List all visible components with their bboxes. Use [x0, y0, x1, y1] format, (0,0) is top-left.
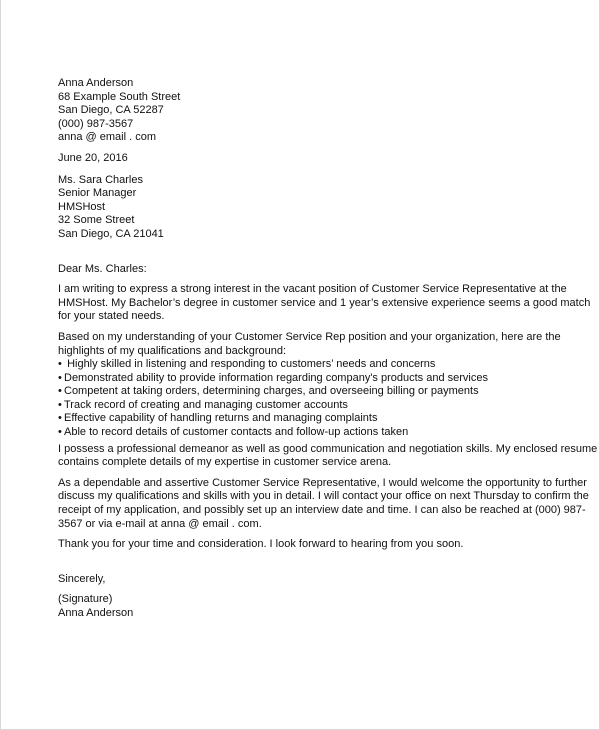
paragraph-highlights [58, 330, 561, 358]
signer-name: Anna Anderson [58, 607, 134, 619]
paragraph-line: As a dependable and assertive Customer Service Representative, I would welcome the opportunity to further [58, 476, 587, 489]
paragraph-line: Based on my understanding of your Customer Service Rep position and your organization, here are the [58, 330, 561, 343]
bullet-icon: • [58, 426, 62, 439]
list-item [58, 412, 542, 426]
paragraph-line: HMSHost. My Bachelor’s degree in customer service and 1 year’s extensive experience seems a good match [58, 296, 591, 309]
sender-city: San Diego, CA 52287 [58, 104, 164, 117]
sender-address [58, 77, 542, 145]
bullet-icon: • [58, 398, 62, 411]
recipient-city: San Diego, CA 21041 [58, 227, 164, 240]
list-item-text: Effective capability of handling returns and managing complaints [64, 412, 378, 425]
closing [58, 573, 542, 587]
list-item [58, 385, 542, 399]
list-item [58, 426, 542, 440]
paragraph-line: contains complete details of my expertise in customer service arena. [58, 456, 392, 469]
paragraph-line: for your stated needs. [58, 310, 165, 323]
list-item-text: Track record of creating and managing customer accounts [64, 398, 348, 411]
list-item-text: Highly skilled in listening and responding to customers’ needs and concerns [67, 358, 436, 371]
recipient-company: HMSHost [58, 200, 106, 213]
recipient-address [58, 174, 542, 242]
salutation-text: Dear Ms. Charles: [58, 262, 147, 275]
letter-date: June 20, 2016 [58, 151, 128, 164]
paragraph-line: highlights of my qualifications and background: [58, 344, 287, 357]
paragraph-followup [58, 476, 589, 531]
recipient-street: 32 Some Street [58, 214, 135, 227]
letter-date-block [58, 152, 542, 166]
sender-street: 68 Example South Street [58, 90, 181, 103]
bullet-icon: • [58, 358, 62, 371]
paragraph-line: receipt of my application, and possibly set up an interview date and time. I can also be reached at (000) 987- [58, 504, 586, 517]
paragraph-intro [58, 283, 591, 324]
paragraph-line: 3567 or via e-mail at anna @ email . com. [58, 517, 262, 530]
list-item-text: Able to record details of customer contacts and follow-up actions taken [64, 426, 409, 439]
paragraph-thanks [58, 538, 542, 552]
paragraph-line: Thank you for your time and consideration. I look forward to hearing from you soon. [58, 538, 464, 551]
signature-block [58, 593, 542, 620]
list-item [58, 399, 542, 413]
bullet-icon: • [58, 412, 62, 425]
list-item-text: Demonstrated ability to provide information regarding company's products and services [64, 371, 488, 384]
signature-placeholder: (Signature) [58, 593, 113, 606]
recipient-title: Senior Manager [58, 187, 137, 200]
salutation [58, 263, 542, 277]
sender-name: Anna Anderson [58, 77, 134, 89]
closing-text: Sincerely, [58, 572, 106, 585]
letter-body [58, 77, 598, 621]
paragraph-line: I possess a professional demeanor as well as good communication and negotiation skills. My enclosed resume [58, 442, 598, 455]
list-item-text: Competent at taking orders, determining charges, and overseeing billing or payments [64, 385, 479, 398]
paragraph-line: discuss my qualifications and skills with you in detail. I will contact your office on next Thursday to confirm the [58, 490, 589, 503]
qualifications-list [58, 358, 542, 440]
bullet-icon: • [58, 371, 62, 384]
paragraph-line: I am writing to express a strong interest in the vacant position of Customer Service Representative at the [58, 283, 567, 296]
bullet-icon: • [58, 385, 62, 398]
sender-email: anna @ email . com [58, 131, 156, 144]
paragraph-skills [58, 442, 598, 470]
list-item [58, 372, 542, 386]
list-item [58, 358, 542, 372]
recipient-name: Ms. Sara Charles [58, 173, 143, 186]
page-border-left [0, 0, 1, 730]
sender-phone: (000) 987-3567 [58, 117, 134, 130]
